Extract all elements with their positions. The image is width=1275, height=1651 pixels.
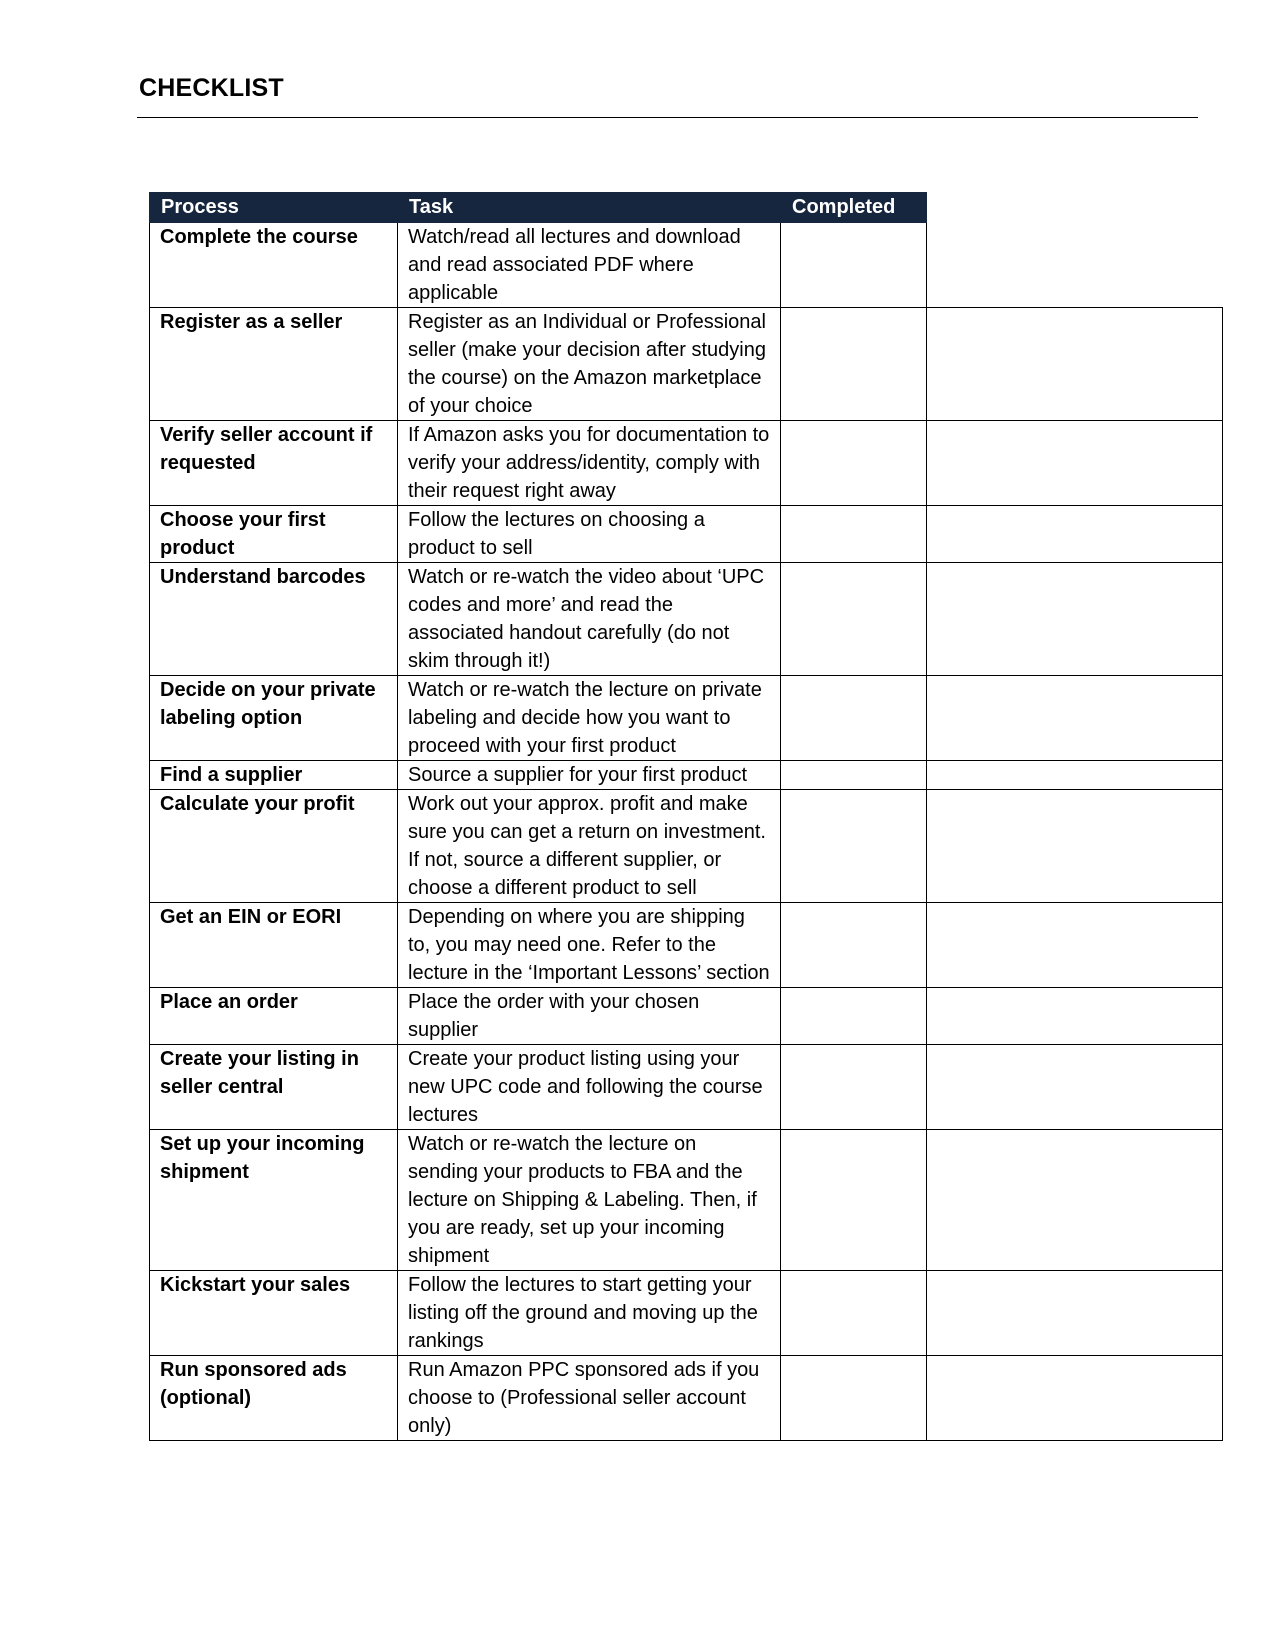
process-cell: Set up your incoming shipment — [150, 1130, 398, 1271]
process-cell: Register as a seller — [150, 308, 398, 421]
blank-cell — [927, 563, 1223, 676]
task-cell: Depending on where you are shipping to, you may need one. Refer to the lecture in the ‘Important Lessons’ section — [398, 903, 781, 988]
blank-cell — [927, 790, 1223, 903]
blank-cell — [927, 676, 1223, 761]
table-row — [150, 506, 1223, 563]
process-cell: Understand barcodes — [150, 563, 398, 676]
blank-cell — [927, 761, 1223, 790]
task-cell: Follow the lectures to start getting your listing off the ground and moving up the rankings — [398, 1271, 781, 1356]
completed-cell[interactable] — [781, 421, 927, 506]
table-row — [150, 223, 1223, 308]
completed-cell[interactable] — [781, 1045, 927, 1130]
process-cell: Decide on your private labeling option — [150, 676, 398, 761]
completed-cell[interactable] — [781, 563, 927, 676]
process-column-header: Process — [150, 193, 398, 223]
process-cell: Choose your first product — [150, 506, 398, 563]
task-cell: Follow the lectures on choosing a product to sell — [398, 506, 781, 563]
task-cell: Create your product listing using your new UPC code and following the course lectures — [398, 1045, 781, 1130]
task-cell: Watch/read all lectures and download and read associated PDF where applicable — [398, 223, 781, 308]
task-cell: Place the order with your chosen supplier — [398, 988, 781, 1045]
task-cell: Run Amazon PPC sponsored ads if you choose to (Professional seller account only) — [398, 1356, 781, 1441]
table-row — [150, 1356, 1223, 1441]
completed-cell[interactable] — [781, 506, 927, 563]
task-cell: Register as an Individual or Professional seller (make your decision after studying the course) on the Amazon marketplace of your choice — [398, 308, 781, 421]
page-title: CHECKLIST — [139, 74, 284, 102]
table-row — [150, 308, 1223, 421]
process-cell: Place an order — [150, 988, 398, 1045]
header-row — [150, 193, 1223, 223]
completed-cell[interactable] — [781, 1356, 927, 1441]
blank-cell — [927, 1356, 1223, 1441]
completed-cell[interactable] — [781, 903, 927, 988]
process-cell: Calculate your profit — [150, 790, 398, 903]
table-row — [150, 421, 1223, 506]
process-cell: Run sponsored ads (optional) — [150, 1356, 398, 1441]
completed-cell[interactable] — [781, 1130, 927, 1271]
blank-cell — [927, 421, 1223, 506]
process-cell: Find a supplier — [150, 761, 398, 790]
completed-cell[interactable] — [781, 761, 927, 790]
process-cell: Verify seller account if requested — [150, 421, 398, 506]
process-cell: Create your listing in seller central — [150, 1045, 398, 1130]
table-row — [150, 790, 1223, 903]
blank-cell — [927, 988, 1223, 1045]
table-row — [150, 903, 1223, 988]
blank-cell — [927, 1130, 1223, 1271]
process-cell: Complete the course — [150, 223, 398, 308]
task-cell: If Amazon asks you for documentation to verify your address/identity, comply with their request right away — [398, 421, 781, 506]
table-row — [150, 676, 1223, 761]
completed-cell[interactable] — [781, 308, 927, 421]
blank-cell — [927, 1045, 1223, 1130]
task-cell: Work out your approx. profit and make sure you can get a return on investment. If not, source a different supplier, or choose a different product to sell — [398, 790, 781, 903]
completed-cell[interactable] — [781, 1271, 927, 1356]
task-column-header: Task — [398, 193, 781, 223]
task-cell: Watch or re-watch the lecture on private labeling and decide how you want to proceed with your first product — [398, 676, 781, 761]
blank-cell — [927, 308, 1223, 421]
process-cell: Get an EIN or EORI — [150, 903, 398, 988]
table-row — [150, 761, 1223, 790]
table-row — [150, 988, 1223, 1045]
completed-cell[interactable] — [781, 223, 927, 308]
table-row — [150, 1045, 1223, 1130]
table-header — [150, 193, 1223, 223]
blank-cell — [927, 223, 1223, 308]
blank-cell — [927, 506, 1223, 563]
completed-cell[interactable] — [781, 676, 927, 761]
table-body — [150, 223, 1223, 1441]
blank-cell — [927, 903, 1223, 988]
table-row — [150, 563, 1223, 676]
completed-column-header: Completed — [781, 193, 927, 223]
task-cell: Source a supplier for your first product — [398, 761, 781, 790]
title-divider — [137, 117, 1198, 118]
task-cell: Watch or re-watch the video about ‘UPC codes and more’ and read the associated handout carefully (do not skim through it!) — [398, 563, 781, 676]
completed-cell[interactable] — [781, 988, 927, 1045]
process-cell: Kickstart your sales — [150, 1271, 398, 1356]
blank-column-header — [927, 193, 1223, 223]
table-row — [150, 1271, 1223, 1356]
task-cell: Watch or re-watch the lecture on sending your products to FBA and the lecture on Shipping & Labeling. Then, if you are ready, set up your incoming shipment — [398, 1130, 781, 1271]
blank-cell — [927, 1271, 1223, 1356]
table-row — [150, 1130, 1223, 1271]
completed-cell[interactable] — [781, 790, 927, 903]
checklist-table — [149, 192, 1223, 1441]
